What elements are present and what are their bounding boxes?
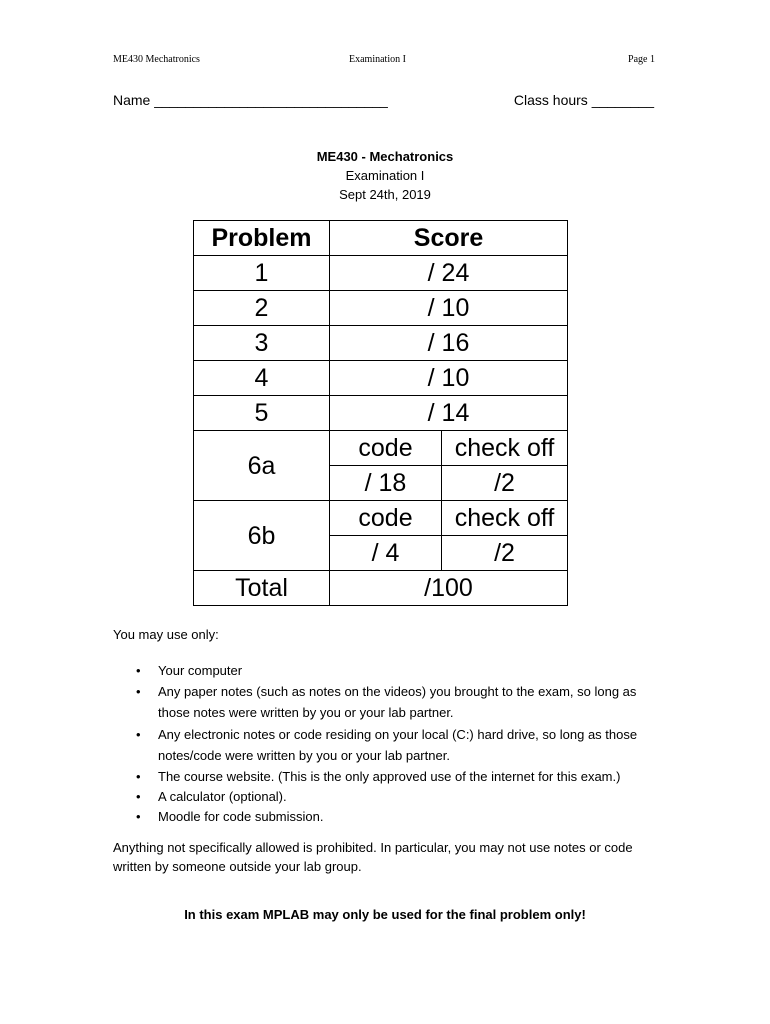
check-off-label-cell: check off [442, 431, 568, 466]
check-off-label-cell: check off [442, 501, 568, 536]
score-column-header: Score [330, 221, 568, 256]
header-page-number: Page 1 [628, 54, 655, 65]
check-off-score-cell: /2 [442, 536, 568, 571]
total-label-cell: Total [194, 571, 330, 606]
bullet-icon: • [136, 789, 141, 804]
list-item-text: Your computer [158, 663, 243, 678]
exam-title: ME430 - Mechatronics [316, 149, 454, 164]
prohibited-notice: Anything not specifically allowed is prohibited. In particular, you may not use notes or code written by someone outside your lab group. [113, 840, 633, 874]
score-cell: / 10 [330, 291, 568, 326]
total-row [194, 571, 568, 606]
list-item-text: Any paper notes (such as notes on the videos) you brought to the exam, so long as those notes were written by you or your lab partner. [158, 684, 637, 720]
list-item [136, 787, 658, 806]
list-item [136, 767, 658, 786]
score-cell: / 14 [330, 396, 568, 431]
list-item-text: The course website. (This is the only approved use of the internet for this exam.) [158, 769, 621, 784]
score-table [193, 220, 568, 606]
allowed-intro: You may use only: [113, 627, 219, 642]
table-row [194, 431, 568, 466]
score-cell: / 24 [330, 256, 568, 291]
title-block [0, 147, 770, 204]
problem-cell: 3 [194, 326, 330, 361]
allowed-list [113, 661, 658, 827]
table-row [194, 291, 568, 326]
list-item [136, 724, 658, 766]
score-table-header-row [194, 221, 568, 256]
problem-cell: 1 [194, 256, 330, 291]
problem-column-header: Problem [194, 221, 330, 256]
bullet-icon: • [136, 769, 141, 784]
bullet-icon: • [136, 809, 141, 824]
class-hours-field: Class hours ________ [513, 92, 654, 108]
score-cell: / 16 [330, 326, 568, 361]
list-item [136, 681, 658, 723]
bullet-icon: • [136, 727, 141, 742]
table-row [194, 396, 568, 431]
total-score-cell: /100 [330, 571, 568, 606]
code-label-cell: code [330, 501, 442, 536]
check-off-score-cell: /2 [442, 466, 568, 501]
code-score-cell: / 4 [330, 536, 442, 571]
list-item [136, 807, 658, 826]
bullet-icon: • [136, 663, 141, 678]
list-item-text: Any electronic notes or code residing on your local (C:) hard drive, so long as those notes/code were written by you or your lab partner. [158, 727, 638, 763]
score-cell: / 10 [330, 361, 568, 396]
problem-cell: 4 [194, 361, 330, 396]
header-course: ME430 Mechatronics [113, 54, 200, 65]
list-item [136, 661, 658, 680]
table-row [194, 326, 568, 361]
code-label-cell: code [330, 431, 442, 466]
table-row [194, 501, 568, 536]
problem-cell: 6a [194, 431, 330, 501]
list-item-text: Moodle for code submission. [158, 809, 324, 824]
problem-cell: 5 [194, 396, 330, 431]
name-field: Name ______________________________ [113, 92, 388, 108]
bullet-icon: • [136, 684, 141, 699]
code-score-cell: / 18 [330, 466, 442, 501]
exam-date: Sept 24th, 2019 [339, 187, 431, 202]
table-row [194, 361, 568, 396]
problem-cell: 2 [194, 291, 330, 326]
table-row [194, 256, 568, 291]
header-exam: Examination I [349, 54, 406, 65]
mplab-notice: In this exam MPLAB may only be used for the final problem only! [184, 907, 586, 922]
exam-subtitle: Examination I [345, 168, 425, 183]
problem-cell: 6b [194, 501, 330, 571]
list-item-text: A calculator (optional). [158, 789, 287, 804]
